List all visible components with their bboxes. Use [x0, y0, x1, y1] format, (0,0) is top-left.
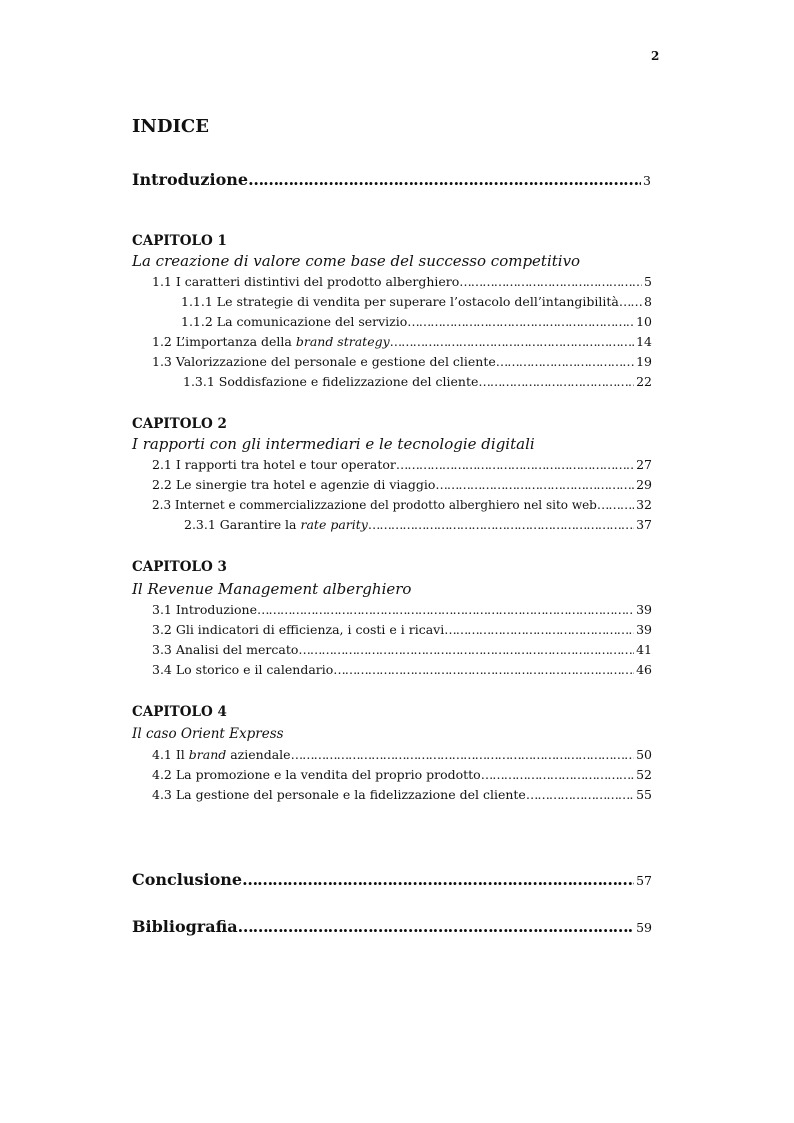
toc-entry-3-1[interactable] [152, 602, 652, 617]
chapter-2-subtitle: I rapporti con gli intermediari e le tecnologie digitali [132, 435, 535, 453]
toc-page: 3 [643, 173, 651, 188]
toc-entry-1-3-1[interactable] [183, 374, 652, 389]
toc-page: 22 [636, 374, 652, 389]
toc-entry-2-3-1[interactable] [184, 517, 652, 532]
toc-entry-1-1-2[interactable] [181, 314, 652, 329]
dot-leader [526, 787, 634, 802]
toc-label: 1.2 L’importanza della brand strategy [152, 334, 390, 349]
chapter-4-subtitle: Il caso Orient Express [132, 726, 284, 742]
toc-entry-1-1[interactable] [152, 274, 652, 289]
toc-label: 1.1.1 Le strategie di vendita per superare l’ostacolo dell’intangibilità [181, 294, 619, 309]
dot-leader [390, 334, 634, 349]
toc-label: 1.3.1 Soddisfazione e fidelizzazione del cliente [183, 374, 479, 389]
dot-leader [435, 477, 634, 492]
dot-leader [248, 170, 641, 189]
toc-entry-1-3[interactable] [152, 354, 652, 369]
index-title: INDICE [132, 116, 209, 137]
toc-page: 27 [636, 457, 652, 472]
toc-label: 3.1 Introduzione [152, 602, 257, 617]
toc-label: 4.2 La promozione e la vendita del proprio prodotto [152, 767, 481, 782]
toc-entry-4-2[interactable] [152, 767, 652, 782]
toc-entry-4-3[interactable] [152, 787, 652, 802]
toc-entry-2-1[interactable] [152, 457, 652, 472]
toc-entry-2-3[interactable] [152, 497, 652, 512]
toc-page: 32 [636, 497, 652, 512]
dot-leader [496, 354, 634, 369]
toc-entry-introduzione[interactable] [132, 170, 651, 189]
page-number: 2 [651, 49, 660, 63]
toc-page: 46 [636, 662, 652, 677]
toc-entry-bibliografia[interactable] [132, 917, 652, 936]
toc-page: 41 [636, 642, 652, 657]
chapter-1-heading: CAPITOLO 1 [132, 233, 227, 249]
toc-label: 3.4 Lo storico e il calendario [152, 662, 334, 677]
toc-label: 4.1 Il brand aziendale [152, 747, 291, 762]
chapter-3-subtitle: Il Revenue Management alberghiero [132, 580, 412, 598]
toc-label: 3.2 Gli indicatori di efficienza, i costi e i ricavi [152, 622, 445, 637]
dot-leader [407, 314, 634, 329]
chapter-3-heading: CAPITOLO 3 [132, 559, 227, 575]
toc-page: 52 [636, 767, 652, 782]
toc-label: 1.1 I caratteri distintivi del prodotto alberghiero [152, 274, 460, 289]
dot-leader [481, 767, 634, 782]
toc-label: Conclusione [132, 870, 243, 889]
toc-entry-3-4[interactable] [152, 662, 652, 677]
toc-page: 5 [644, 274, 652, 289]
dot-leader [396, 457, 634, 472]
toc-label: Introduzione [132, 170, 249, 189]
toc-label: 4.3 La gestione del personale e la fidelizzazione del cliente [152, 787, 526, 802]
toc-page: 39 [636, 622, 652, 637]
toc-label: 2.1 I rapporti tra hotel e tour operator [152, 457, 396, 472]
dot-leader [444, 622, 634, 637]
dot-leader [291, 747, 635, 762]
toc-label: 1.1.2 La comunicazione del servizio [181, 314, 408, 329]
toc-page: 59 [636, 920, 652, 935]
toc-label: 3.3 Analisi del mercato [152, 642, 299, 657]
toc-entry-conclusione[interactable] [132, 870, 652, 889]
toc-entry-3-2[interactable] [152, 622, 652, 637]
toc-page: 50 [636, 747, 652, 762]
dot-leader [333, 662, 634, 677]
dot-leader [368, 517, 634, 532]
toc-page: 10 [636, 314, 652, 329]
toc-label: 2.3.1 Garantire la rate parity [184, 517, 368, 532]
dot-leader [597, 497, 634, 512]
dot-leader [478, 374, 634, 389]
toc-page: 19 [636, 354, 652, 369]
dot-leader [298, 642, 634, 657]
toc-label: 2.3 Internet e commercializzazione del prodotto alberghiero nel sito web [152, 498, 597, 512]
toc-page: 37 [636, 517, 652, 532]
dot-leader [257, 602, 634, 617]
toc-entry-4-1[interactable] [152, 747, 652, 762]
dot-leader [242, 870, 634, 889]
toc-entry-1-2[interactable] [152, 334, 652, 349]
toc-label: Bibliografia [132, 917, 238, 936]
toc-entry-1-1-1[interactable] [181, 294, 652, 309]
toc-entry-3-3[interactable] [152, 642, 652, 657]
toc-page: 29 [636, 477, 652, 492]
chapter-2-heading: CAPITOLO 2 [132, 416, 227, 432]
chapter-4-heading: CAPITOLO 4 [132, 704, 227, 720]
toc-page: 55 [636, 787, 652, 802]
chapter-1-subtitle: La creazione di valore come base del successo competitivo [132, 252, 581, 270]
toc-label: 1.3 Valorizzazione del personale e gestione del cliente [152, 354, 496, 369]
toc-page: 39 [636, 602, 652, 617]
toc-page: 57 [636, 873, 652, 888]
dot-leader [459, 274, 642, 289]
dot-leader [238, 917, 634, 936]
toc-page: 8 [644, 294, 652, 309]
toc-label: 2.2 Le sinergie tra hotel e agenzie di viaggio [152, 477, 436, 492]
dot-leader [619, 294, 642, 309]
toc-entry-2-2[interactable] [152, 477, 652, 492]
toc-page: 14 [636, 334, 652, 349]
